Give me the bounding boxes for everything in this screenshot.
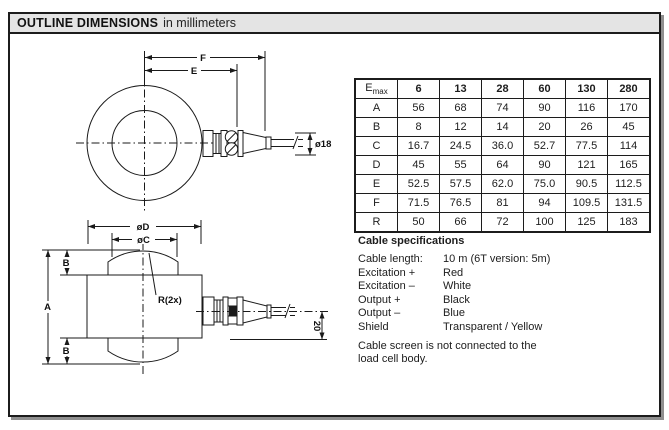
- dim-value: 116: [566, 99, 608, 118]
- dim-value: 125: [566, 213, 608, 233]
- table-row: [355, 194, 650, 213]
- dim-value: 72: [482, 213, 524, 233]
- dim-value: 90.5: [566, 175, 608, 194]
- dim-value: 14: [482, 118, 524, 137]
- dim-value: 52.7: [524, 137, 566, 156]
- dim-value: 74: [482, 99, 524, 118]
- dim-value: 90: [524, 99, 566, 118]
- section-title-unit: in millimeters: [163, 16, 237, 30]
- dim-value: 57.5: [440, 175, 482, 194]
- table-row: [355, 99, 650, 118]
- row-label: R: [355, 213, 398, 233]
- dim-value: 76.5: [440, 194, 482, 213]
- spec-value: 10 m (6T version: 5m): [443, 253, 551, 265]
- column-header: 60: [524, 79, 566, 99]
- dim-label-20: 20: [311, 320, 322, 332]
- dimension-e: [145, 64, 237, 127]
- dim-value: 170: [608, 99, 651, 118]
- spec-row: [358, 253, 588, 267]
- dimension-inner-diameter: [112, 233, 177, 257]
- row-label: D: [355, 156, 398, 175]
- dim-value: 16.7: [398, 137, 440, 156]
- dim-value: 94: [524, 194, 566, 213]
- dim-value: 81: [482, 194, 524, 213]
- spec-row: [358, 294, 588, 308]
- section-title-bar: [10, 14, 659, 34]
- table-row: [355, 175, 650, 194]
- row-label: F: [355, 194, 398, 213]
- dim-value: 131.5: [608, 194, 651, 213]
- dimension-b-top: [60, 250, 72, 275]
- dim-value: 183: [608, 213, 651, 233]
- cable-screen-note: Cable screen is not connected to the load cell body.: [358, 339, 537, 366]
- gland-boot: [243, 133, 266, 154]
- spec-label: Output –: [358, 307, 401, 320]
- table-row: [355, 137, 650, 156]
- emax-base: E: [365, 81, 373, 94]
- column-header: 6: [398, 79, 440, 99]
- dim-label-b-top: B: [62, 258, 70, 269]
- dim-value: 90: [524, 156, 566, 175]
- spec-label: Cable length:: [358, 253, 423, 265]
- dimension-f: [145, 51, 266, 131]
- table-corner-cell: [355, 79, 398, 99]
- dim-value: 77.5: [566, 137, 608, 156]
- dim-value: 62.0: [482, 175, 524, 194]
- clamp-bolt-icon: [229, 306, 237, 316]
- dim-value: 109.5: [566, 194, 608, 213]
- section-title: OUTLINE DIMENSIONS: [17, 16, 159, 30]
- dim-value: 100: [524, 213, 566, 233]
- column-header: 130: [566, 79, 608, 99]
- cable-specifications: [358, 235, 588, 367]
- side-view-drawing: [41, 220, 330, 376]
- spec-value: White: [443, 280, 472, 293]
- column-header: 28: [482, 79, 524, 99]
- dim-label-inner-diameter: øC: [137, 235, 150, 246]
- dim-value: 8: [398, 118, 440, 137]
- dimension-a: [41, 250, 54, 364]
- datasheet-page: [8, 12, 661, 417]
- row-label: B: [355, 118, 398, 137]
- spec-label: Output +: [358, 293, 401, 306]
- spec-row: [358, 321, 588, 335]
- dim-value: 121: [566, 156, 608, 175]
- spec-value: Transparent / Yellow: [443, 320, 543, 333]
- dim-label-outer-diameter: øD: [136, 222, 150, 233]
- column-header: 13: [440, 79, 482, 99]
- row-label: C: [355, 137, 398, 156]
- top-view-drawing: [76, 51, 331, 213]
- dim-value: 36.0: [482, 137, 524, 156]
- dim-label-b-bottom: B: [62, 346, 70, 357]
- table-row: [355, 156, 650, 175]
- dim-value: 26: [566, 118, 608, 137]
- spec-value: Blue: [443, 307, 466, 320]
- dim-value: 66: [440, 213, 482, 233]
- column-header: 280: [608, 79, 651, 99]
- dim-value: 114: [608, 137, 651, 156]
- spec-label: Shield: [358, 320, 389, 333]
- dim-value: 20: [524, 118, 566, 137]
- spec-value: Red: [443, 266, 464, 279]
- dim-value: 55: [440, 156, 482, 175]
- dim-value: 24.5: [440, 137, 482, 156]
- dim-value: 52.5: [398, 175, 440, 194]
- dim-value: 12: [440, 118, 482, 137]
- outline-drawings: [10, 34, 358, 413]
- spec-value: Black: [443, 293, 470, 306]
- radius-label: R(2x): [158, 295, 182, 306]
- dimension-cable-diameter: [295, 133, 331, 155]
- table-row: [355, 118, 650, 137]
- spec-row: [358, 267, 588, 281]
- dim-value: 71.5: [398, 194, 440, 213]
- dimension-table: [354, 78, 651, 233]
- dim-value: 165: [608, 156, 651, 175]
- dim-value: 68: [440, 99, 482, 118]
- table-row: [355, 213, 650, 233]
- dim-label-cable-diameter: ø18: [315, 139, 332, 150]
- row-label: A: [355, 99, 398, 118]
- dim-value: 75.0: [524, 175, 566, 194]
- dim-value: 112.5: [608, 175, 651, 194]
- cable-gland-top-view: [203, 131, 303, 157]
- spec-row: [358, 280, 588, 294]
- page-content: [10, 34, 659, 415]
- dim-value: 64: [482, 156, 524, 175]
- row-label: E: [355, 175, 398, 194]
- cable-break: [293, 136, 298, 149]
- dim-label-e: E: [190, 66, 198, 77]
- table-header-row: [355, 79, 650, 99]
- emax-sub: max: [372, 87, 388, 97]
- dim-label-a: A: [44, 302, 51, 313]
- dim-value: 56: [398, 99, 440, 118]
- spec-label: Excitation +: [358, 266, 416, 279]
- dim-value: 50: [398, 213, 440, 233]
- cable-specs-heading: Cable specifications: [358, 235, 465, 247]
- spec-row: [358, 307, 588, 321]
- dim-value: 45: [608, 118, 651, 137]
- spec-label: Excitation –: [358, 280, 415, 293]
- dimension-b-bottom: [60, 338, 72, 364]
- dim-value: 45: [398, 156, 440, 175]
- load-cell-body: [87, 275, 202, 338]
- dim-label-f: F: [200, 53, 206, 64]
